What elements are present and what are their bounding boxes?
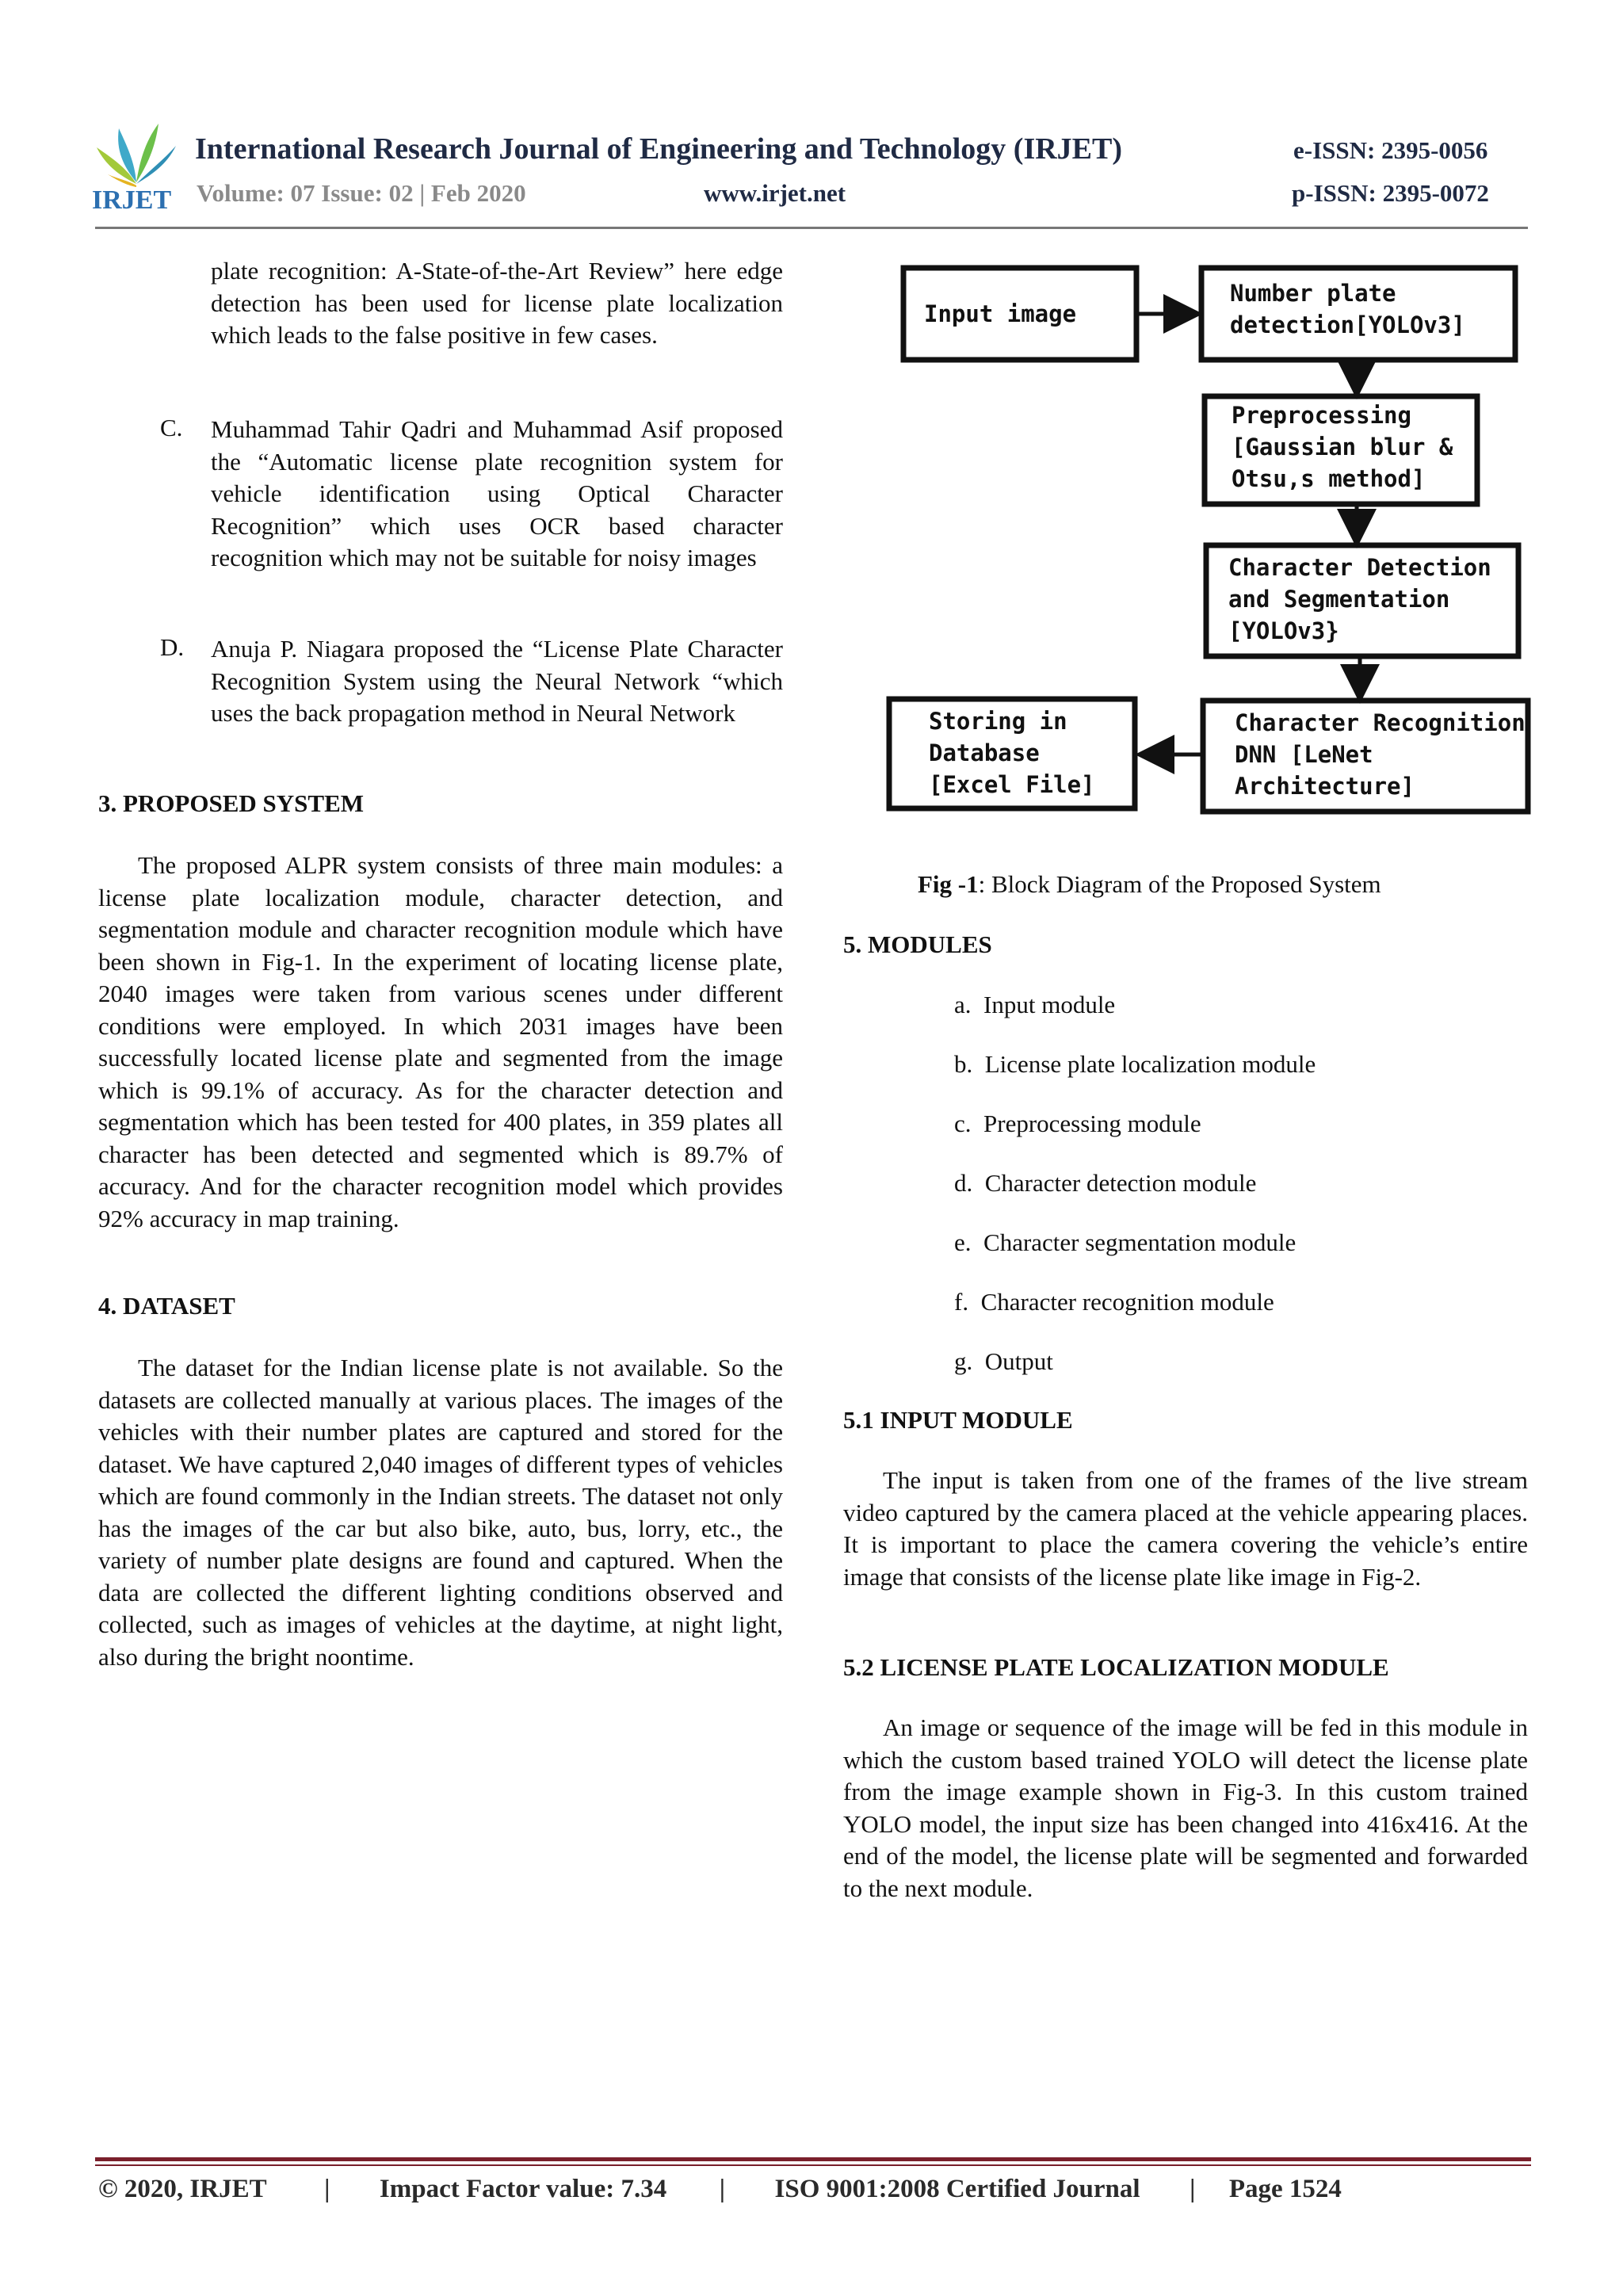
- preprocessing-label-2: [Gaussian blur &: [1232, 434, 1453, 460]
- footer-separator: |: [1190, 2175, 1196, 2203]
- number-plate-label-1: Number plate: [1230, 280, 1396, 307]
- module-item: e. Character segmentation module: [954, 1228, 1296, 1256]
- footer: [98, 2175, 1342, 2204]
- module-item: d. Character detection module: [954, 1169, 1257, 1197]
- char-recognition-label-2: DNN [LeNet: [1235, 741, 1373, 768]
- module-item: a. Input module: [954, 991, 1116, 1018]
- storing-label-3: [Excel File]: [929, 771, 1095, 798]
- footer-iso: ISO 9001:2008 Certified Journal: [774, 2175, 1140, 2203]
- reference-d: Anuja P. Niagara proposed the “License Plate Character Recognition System using the Neural Network “which uses the back propagation method in Neural Network: [211, 635, 783, 727]
- figure-caption: [918, 870, 1381, 899]
- header-divider: [95, 227, 1528, 229]
- module-item: f. Character recognition module: [954, 1288, 1274, 1316]
- section-5-1-paragraph: The input is taken from one of the frames of the live stream video captured by the camera placed at the vehicle appearing places. It is important to place the camera covering the vehicle’s entire image that consists of the license plate like image in Fig-2.: [843, 1466, 1528, 1591]
- footer-impact-factor: Impact Factor value: 7.34: [379, 2175, 667, 2203]
- logo-text: IRJET: [92, 185, 172, 215]
- number-plate-label-2: detection[YOLOv3]: [1230, 311, 1465, 338]
- footer-separator: |: [719, 2175, 725, 2203]
- section-5-1-heading: 5.1 INPUT MODULE: [843, 1406, 1073, 1434]
- footer-separator: |: [324, 2175, 330, 2203]
- footer-divider-thin: [95, 2164, 1531, 2166]
- char-detection-label-2: and Segmentation: [1228, 586, 1450, 613]
- reference-c: Muhammad Tahir Qadri and Muhammad Asif proposed the “Automatic license plate recognition system for vehicle identification using Optical Character Recognition” which uses OCR based character recognition which may not be suitable for noisy images: [211, 415, 783, 571]
- storing-label-2: Database: [929, 739, 1040, 766]
- section-3-paragraph: The proposed ALPR system consists of three main modules: a license plate localization module, character detection, and segmentation module and character recognition module which have been shown in Fig-1. In the experiment of locating license plate, 2040 images were taken from various scenes under different conditions were employed. In which 2031 images have been successfully located license plate and segmented from the image which is 99.1% of accuracy. As for the character detection and segmentation which has been tested for 400 plates, in 359 plates all character has been detected and segmented which is 89.7% of accuracy. And for the character recognition model which provides 92% accuracy in map training.: [98, 851, 783, 1232]
- section-4-paragraph: The dataset for the Indian license plate is not available. So the datasets are collected manually at various places. The images of the vehicles with their number plates are captured and stored for the dataset. We have captured 2,040 images of different types of vehicles which are found commonly in the Indian streets. The dataset not only has the images of the car but also bike, auto, bus, lorry, etc., the variety of number plate designs are found and captured. When the data are collected the different lighting conditions observed and collected, such as images of vehicles at the daytime, at night light, also during the bright noontime.: [98, 1354, 783, 1671]
- irjet-logo: [92, 119, 181, 217]
- preprocessing-label-1: Preprocessing: [1232, 402, 1411, 429]
- figure-caption-label: Fig -1: [918, 870, 979, 898]
- figure-caption-text: : Block Diagram of the Proposed System: [978, 870, 1381, 898]
- journal-title: International Research Journal of Engineering and Technology (IRJET): [195, 132, 1123, 166]
- footer-divider: [95, 2157, 1531, 2161]
- char-recognition-label-3: Architecture]: [1235, 773, 1415, 800]
- reference-c-marker: C.: [160, 414, 183, 441]
- volume-info: Volume: 07 Issue: 02 | Feb 2020: [197, 179, 526, 207]
- module-item: c. Preprocessing module: [954, 1110, 1201, 1137]
- char-detection-label-1: Character Detection: [1228, 554, 1491, 581]
- char-detection-label-3: [YOLOv3}: [1228, 617, 1339, 644]
- pissn: p-ISSN: 2395-0072: [1292, 179, 1489, 207]
- eissn: e-ISSN: 2395-0056: [1293, 136, 1488, 164]
- section-5-2-heading: 5.2 LICENSE PLATE LOCALIZATION MODULE: [843, 1653, 1389, 1681]
- section-5-2-paragraph: An image or sequence of the image will be fed in this module in which the custom based trained YOLO will detect the license plate from the image example shown in Fig-3. In this custom trained YOLO model, the input size has been changed into 416x416. At the end of the model, the license plate will be segmented and forwarded to the next module.: [843, 1713, 1528, 1902]
- block-diagram: [884, 255, 1534, 826]
- module-item: g. Output: [954, 1347, 1053, 1375]
- section-4-heading: 4. DATASET: [98, 1292, 235, 1320]
- footer-copyright: © 2020, IRJET: [98, 2175, 267, 2203]
- storing-label-1: Storing in: [929, 708, 1067, 735]
- reference-b-continued: plate recognition: A-State-of-the-Art Review” here edge detection has been used for license plate localization which leads to the false positive in few cases.: [211, 257, 783, 349]
- section-5-heading: 5. MODULES: [843, 930, 992, 958]
- website-link[interactable]: www.irjet.net: [704, 179, 846, 207]
- reference-d-marker: D.: [160, 633, 185, 661]
- char-recognition-label-1: Character Recognition: [1235, 709, 1526, 736]
- section-3-heading: 3. PROPOSED SYSTEM: [98, 789, 365, 817]
- footer-page-number: Page 1524: [1228, 2175, 1342, 2203]
- preprocessing-label-3: Otsu,s method]: [1232, 465, 1426, 492]
- input-image-label: Input image: [924, 300, 1077, 327]
- module-item: b. License plate localization module: [954, 1050, 1316, 1078]
